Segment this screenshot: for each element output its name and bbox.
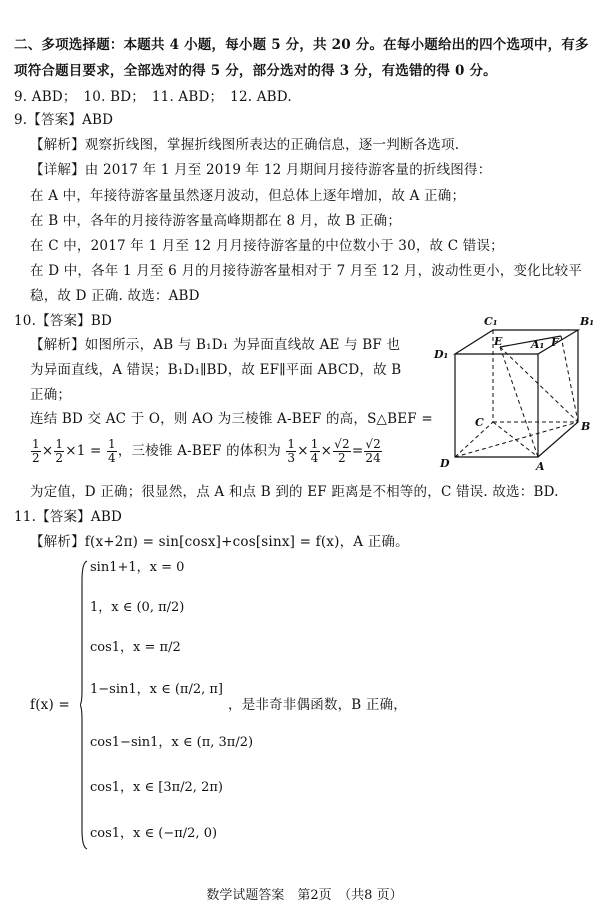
case-5: cos1，x ∈ [3π/2, 2π) (90, 780, 223, 795)
case-6: cos1，x ∈ (−π/2, 0) (90, 826, 218, 841)
q9-line-a: 在 A 中，年接待游客量虽然逐月波动，但总体上逐年增加，故 A 正确； (30, 188, 466, 204)
q9-detail: 【详解】由 2017 年 1 月至 2019 年 12 月期间月接待游客量的折线图得： (30, 162, 492, 178)
section-heading-line1: 二、多项选择题：本题共 4 小题，每小题 5 分，共 20 分。在每小题给出的四个选项中，有多 (14, 37, 589, 53)
label-B: B (581, 420, 591, 433)
case-3: 1−sin1，x ∈ (π/2, π] (90, 682, 224, 697)
q10-volume-formula: $\frac{1}{2}$ × $\frac{1}{2}$ ×1 = $\frac{1}{4}$ ，三棱锥 A-BEF 的体积为 $\frac{1}{3}$ × $\frac{1}{4}$ × $\frac{√2}{2}$ = $\frac{√2}{24}$ (32, 437, 382, 465)
fraction-half: $\frac{1}{2}$ (55, 437, 64, 465)
label-C1: C₁ (484, 315, 498, 328)
cases-brace (80, 560, 88, 850)
answers-summary: 9. ABD； 10. BD； 11. ABD； 12. ABD. (14, 89, 292, 105)
case-2: cos1，x = π/2 (90, 640, 181, 655)
q10-answer: 10.【答案】BD (14, 313, 113, 329)
q10-analysis-line4: 连结 BD 交 AC 于 O，则 AO 为三棱锥 A-BEF 的高，S△BEF = (30, 411, 433, 427)
q9-analysis: 【解析】观察折线图，掌握折线图所表达的正确信息，逐一判断各选项. (30, 137, 460, 153)
label-D1: D₁ (434, 348, 449, 361)
label-A: A (536, 460, 545, 472)
label-A1: A₁ (531, 338, 545, 351)
case-1: 1，x ∈ (0, π/2) (90, 600, 185, 615)
q10-conclusion: 为定值，D 正确；很显然，点 A 和点 B 到的 EF 距离是不相等的，C 错误. 故选：BD. (30, 484, 559, 500)
q10-analysis-line1: 【解析】如图所示，AB 与 B₁D₁ 为异面直线故 AE 与 BF 也 (30, 337, 401, 353)
fx-label: f(x) = (30, 697, 70, 713)
q10-analysis-line2: 为异面直线，A 错误；B₁D₁∥BD，故 EF∥平面 ABCD，故 B (30, 362, 402, 378)
cube-figure (428, 312, 598, 472)
fraction-third: $\frac{1}{3}$ (287, 437, 296, 465)
q9-line-c: 在 C 中，2017 年 1 月至 12 月月接待游客量的中位数小于 30，故 C 错误； (30, 238, 504, 254)
section-heading-line2: 项符合题目要求，全部选对的得 5 分，部分选对的得 3 分，有选错的得 0 分。 (14, 63, 497, 79)
fraction-half: $\frac{1}{2}$ (32, 437, 40, 465)
q11-analysis: 【解析】f(x+2π) = sin[cosx]+cos[sinx] = f(x)，A 正确。 (30, 534, 409, 550)
label-D: D (440, 457, 450, 470)
q11-answer: 11.【答案】ABD (14, 509, 122, 525)
fraction-sqrt2-over-2: $\frac{√2}{2}$ (334, 437, 350, 465)
q10-analysis-line3: 正确； (30, 387, 72, 403)
q9-conclusion: 稳，故 D 正确. 故选：ABD (30, 288, 200, 304)
label-E: E (494, 335, 503, 348)
fraction-quarter: $\frac{1}{4}$ (108, 437, 116, 465)
fraction-quarter: $\frac{1}{4}$ (310, 437, 319, 465)
q11-conclusion: ，是非奇非偶函数，B 正确， (228, 697, 408, 713)
fraction-sqrt2-over-24: $\frac{√2}{24}$ (365, 437, 382, 465)
label-C: C (475, 416, 484, 429)
label-B1: B₁ (580, 315, 595, 328)
label-F: F (551, 336, 559, 349)
page-footer: 数学试题答案 第2页 （共8 页） (206, 888, 403, 903)
case-4: cos1−sin1，x ∈ (π, 3π/2) (90, 735, 254, 750)
q9-line-d: 在 D 中，各年 1 月至 6 月的月接待游客量相对于 7 月至 12 月，波动性更小，变化比较平 (30, 263, 582, 279)
q9-answer: 9.【答案】ABD (14, 112, 114, 128)
q9-line-b: 在 B 中，各年的月接待游客量高峰期都在 8 月，故 B 正确； (30, 213, 402, 229)
case-0: sin1+1，x = 0 (90, 560, 185, 575)
